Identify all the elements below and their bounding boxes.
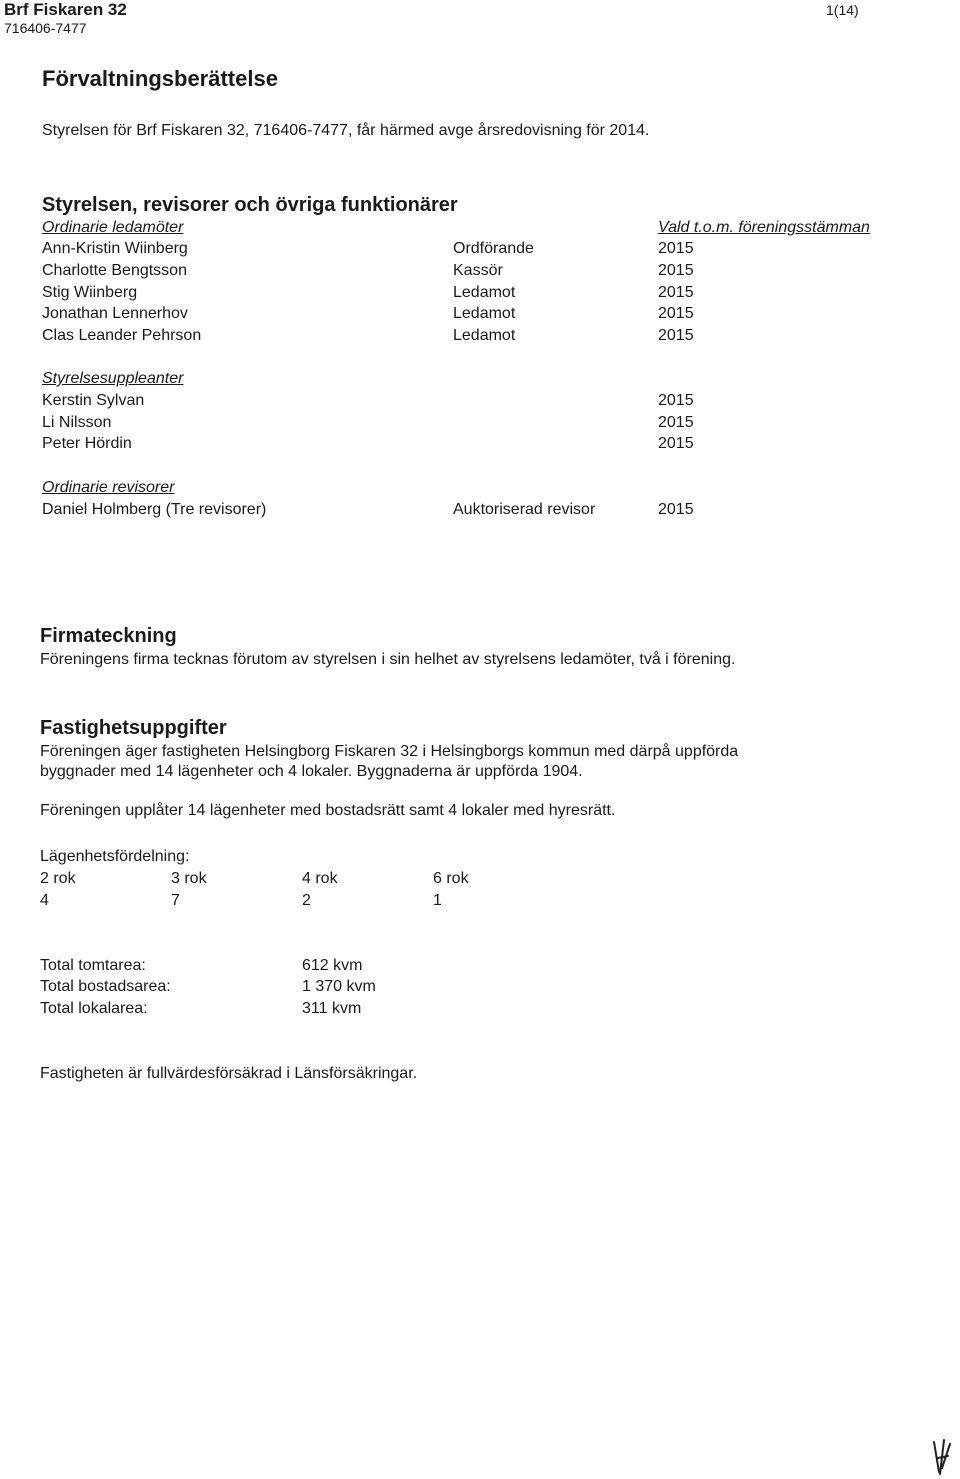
apartment-type: 2 rok [40, 870, 76, 887]
member-role: Kassör [453, 262, 503, 279]
insurance-text: Fastigheten är fullvärdesförsäkrad i Länsförsäkringar. [40, 1065, 418, 1082]
property-text-line2: byggnader med 14 lägenheter och 4 lokaler. Byggnaderna är uppförda 1904. [40, 763, 583, 780]
member-name: Clas Leander Pehrson [42, 327, 202, 344]
member-role: Ordförande [453, 240, 534, 257]
member-role: Ledamot [453, 305, 516, 322]
apartment-count: 7 [171, 892, 180, 909]
apartment-type: 6 rok [433, 870, 469, 887]
apartment-count: 1 [433, 892, 442, 909]
property-text-line1: Föreningen äger fastigheten Helsingborg Fiskaren 32 i Helsingborgs kommun med därpå uppförda [40, 743, 739, 760]
rental-text: Föreningen upplåter 14 lägenheter med bostadsrätt samt 4 lokaler med hyresrätt. [40, 802, 616, 819]
member-term: 2015 [658, 327, 694, 344]
member-term: 2015 [658, 305, 694, 322]
page-number: 1(14) [826, 2, 859, 18]
auditor-role: Auktoriserad revisor [453, 501, 596, 518]
member-name: Charlotte Bengtsson [42, 262, 187, 279]
area-value: 1 370 kvm [302, 978, 376, 995]
signature-mark [930, 1438, 956, 1476]
deputy-term: 2015 [658, 392, 694, 409]
apartment-type: 3 rok [171, 870, 207, 887]
term-column-label: Vald t.o.m. föreningsstämman [658, 219, 870, 236]
signatory-heading: Firmateckning [40, 625, 177, 647]
member-term: 2015 [658, 284, 694, 301]
area-value: 612 kvm [302, 957, 363, 974]
member-term: 2015 [658, 262, 694, 279]
member-name: Ann-Kristin Wiinberg [42, 240, 188, 257]
deputy-term: 2015 [658, 414, 694, 431]
member-role: Ledamot [453, 327, 516, 344]
member-term: 2015 [658, 240, 694, 257]
signatory-text: Föreningens firma tecknas förutom av styrelsen i sin helhet av styrelsens ledamöter, två i förening. [40, 651, 736, 668]
members-subheading: Ordinarie ledamöter [42, 219, 184, 236]
member-name: Stig Wiinberg [42, 284, 138, 301]
deputies-subheading: Styrelsesuppleanter [42, 370, 184, 387]
member-name: Jonathan Lennerhov [42, 305, 188, 322]
auditors-subheading: Ordinarie revisorer [42, 479, 175, 496]
page-title: Förvaltningsberättelse [42, 66, 278, 91]
organization-name: Brf Fiskaren 32 [4, 0, 127, 19]
auditor-term: 2015 [658, 501, 694, 518]
area-label: Total bostadsarea: [40, 978, 171, 995]
distribution-label: Lägenhetsfördelning: [40, 848, 190, 865]
property-heading: Fastighetsuppgifter [40, 717, 227, 739]
apartment-count: 4 [40, 892, 49, 909]
area-value: 311 kvm [302, 1000, 362, 1017]
apartment-count: 2 [302, 892, 311, 909]
deputy-term: 2015 [658, 435, 694, 452]
area-label: Total lokalarea: [40, 1000, 148, 1017]
apartment-type: 4 rok [302, 870, 338, 887]
board-heading: Styrelsen, revisorer och övriga funktionärer [42, 194, 458, 216]
area-label: Total tomtarea: [40, 957, 146, 974]
organization-number: 716406-7477 [4, 20, 87, 36]
auditor-name: Daniel Holmberg (Tre revisorer) [42, 501, 267, 518]
intro-text: Styrelsen för Brf Fiskaren 32, 716406-7477, får härmed avge årsredovisning för 2014. [42, 122, 650, 139]
deputy-name: Kerstin Sylvan [42, 392, 145, 409]
deputy-name: Peter Hördin [42, 435, 132, 452]
member-role: Ledamot [453, 284, 516, 301]
deputy-name: Li Nilsson [42, 414, 112, 431]
